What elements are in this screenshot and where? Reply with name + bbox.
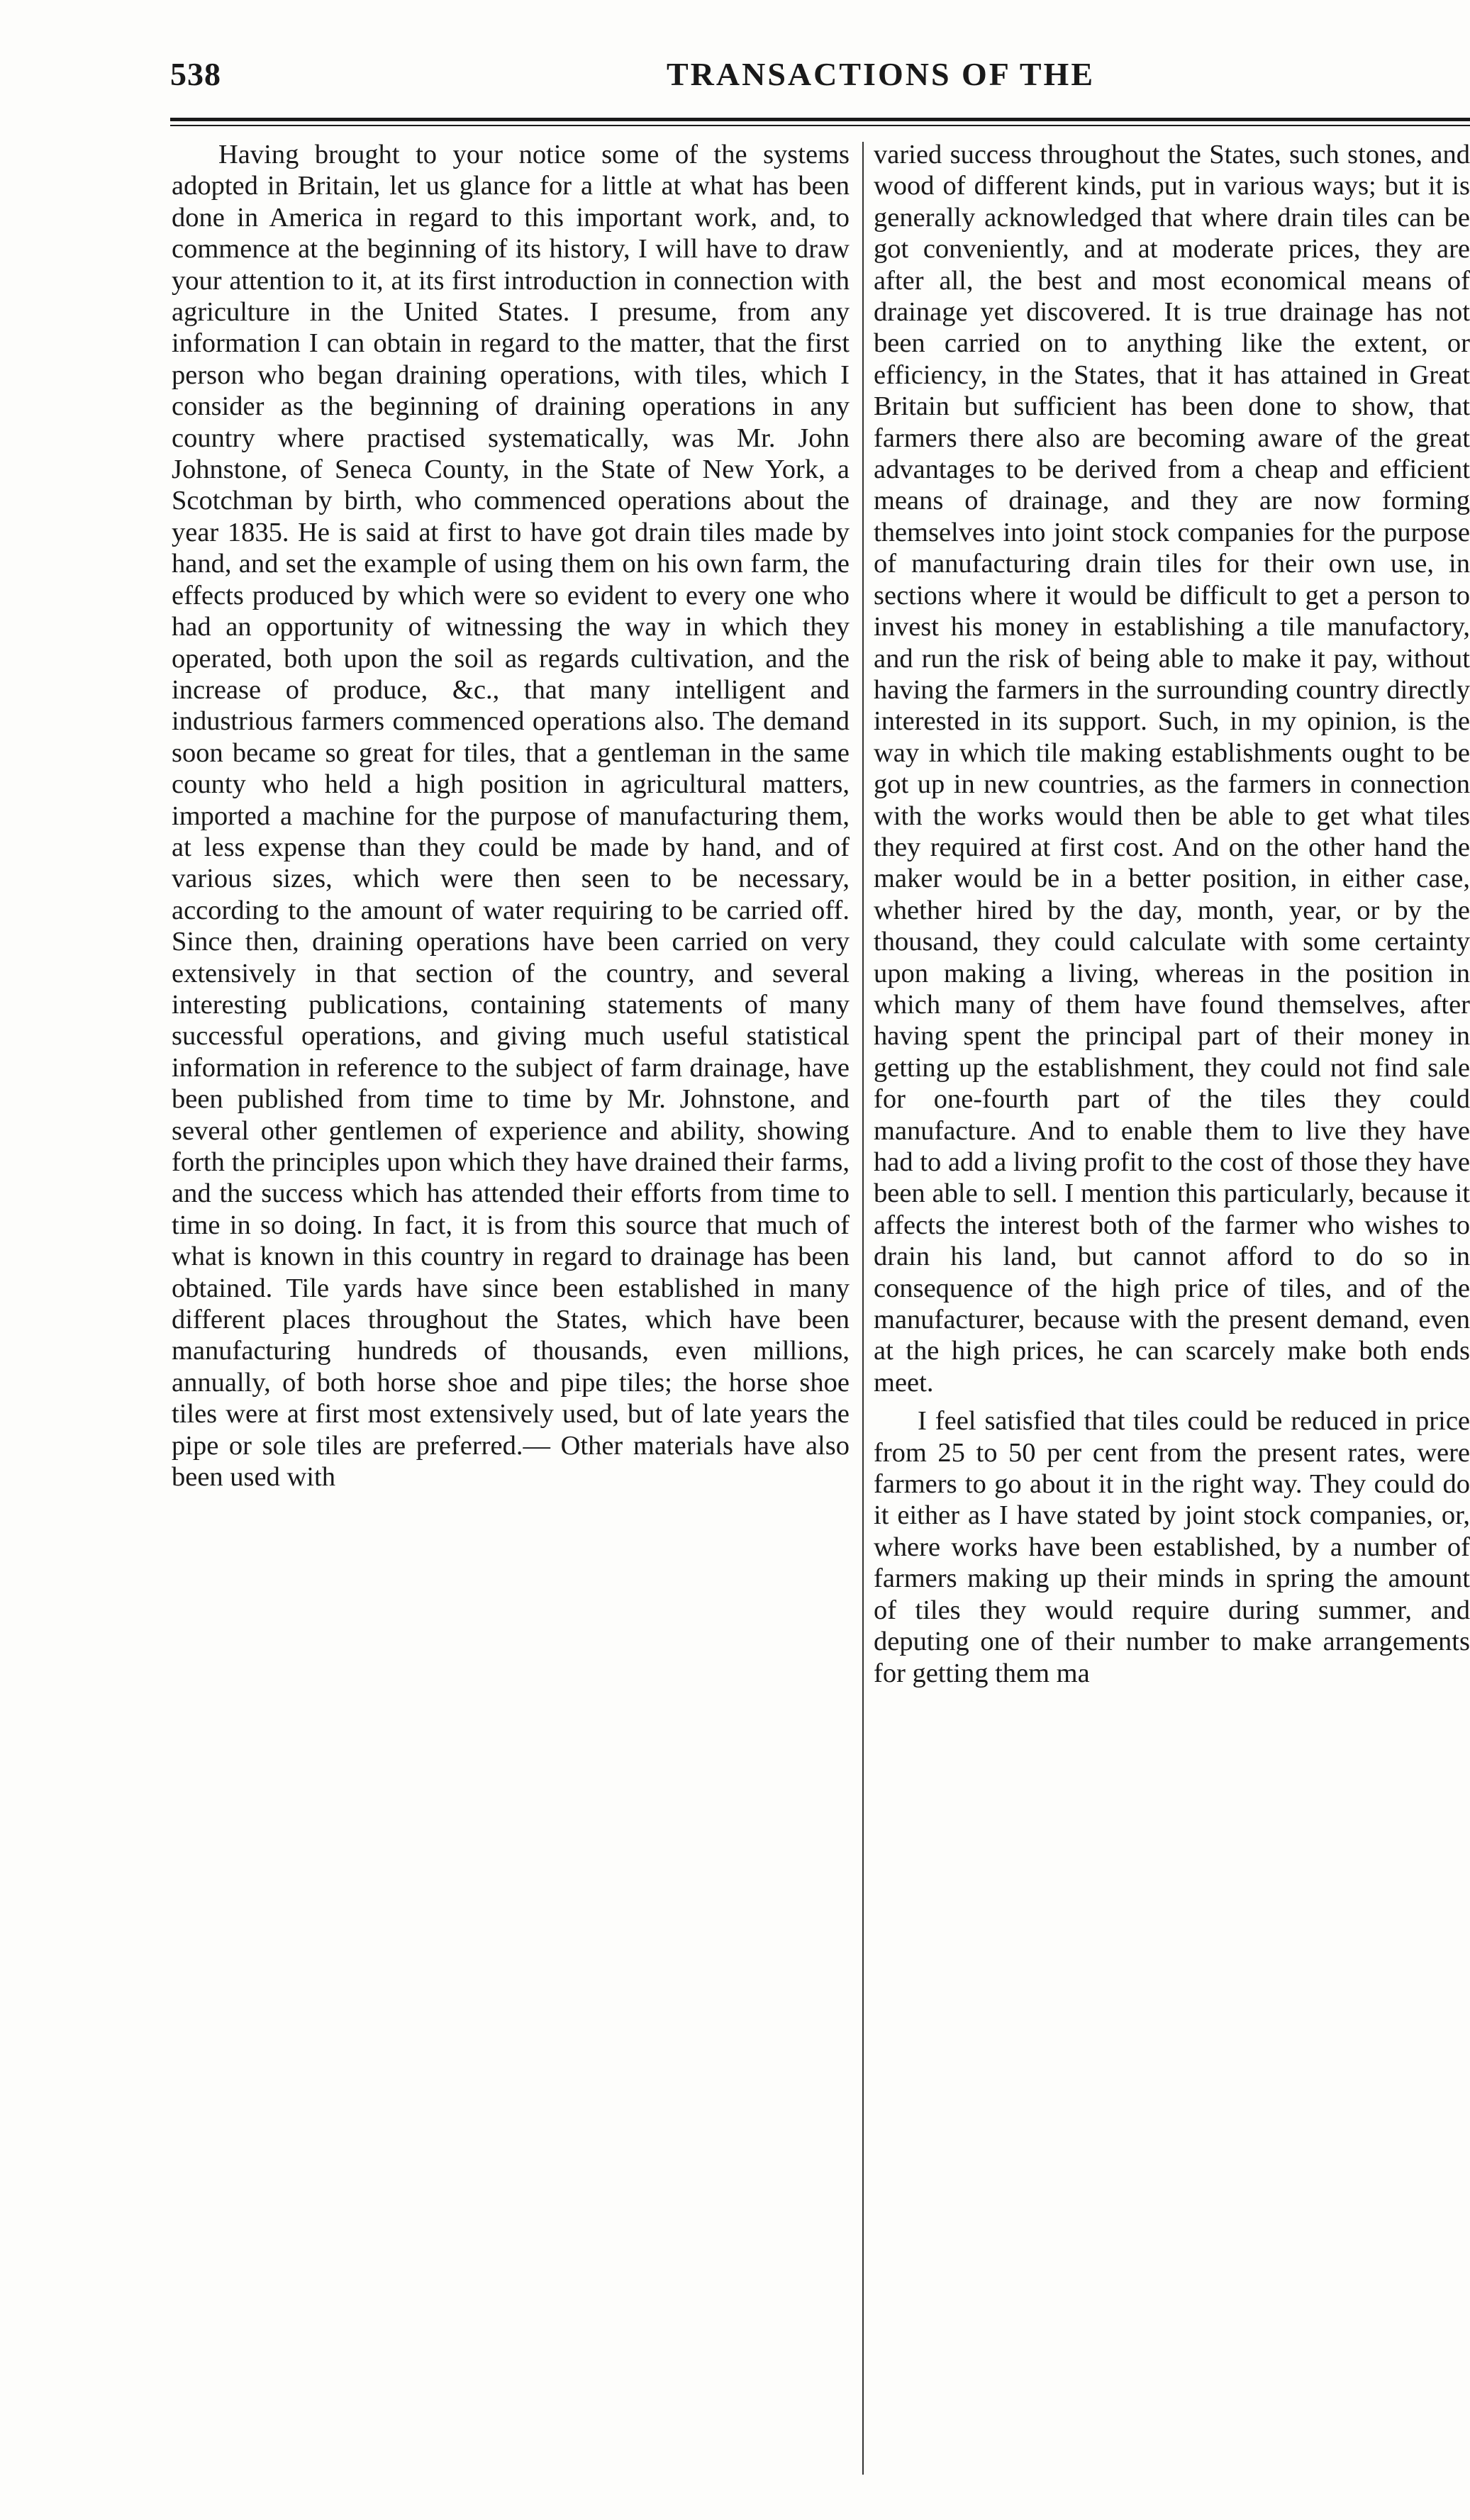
header-rule-thick: [170, 118, 1470, 121]
right-paragraph-continued: varied success throughout the States, such stones, and wood of different kinds, put in various ways; but it is generally acknowledged that where drain tiles can be got conveniently, and at moderate prices, they are after all, the best and most economical means of drainage yet discovered. It is true drainage has not been carried on to anything like the extent, or efficiency, in the States, that it has attained in Great Britain but sufficient has been done to show, that farmers there also are becoming aware of the great advantages to be derived from a cheap and efficient means of drainage, and they are now forming themselves into joint stock companies for the purpose of manufacturing drain tiles for their own use, in sections where it would be difficult to get a person to invest his money in establishing a tile manufactory, and run the risk of being able to make it pay, without having the farmers in the surrounding country directly interested in its support. Such, in my opinion, is the way in which tile making establishments ought to be got up in new countries, as the farmers in connection with the works would then be able to get what tiles they required at first cost. And on the other hand the maker would be in a better position, in either case, whether hired by the day, month, year, or by the thousand, they could calculate with some certainty upon making a living, whereas in the position in which many of them have found themselves, after having spent the principal part of their money in getting up the establishment, they could not find sale for one-fourth part of the tiles they could manufacture. And to enable them to live they have had to add a living profit to the cost of those they have been able to sell. I mention this particularly, because it affects the interest both of the farmer who wishes to drain his land, but cannot afford to do so in consequence of the high price of tiles, and of the manufacturer, because with the present demand, even at the high prices, he can scarcely make both ends meet.: [874, 140, 1470, 1398]
page-header: [170, 55, 1470, 105]
column-divider: [862, 142, 864, 2475]
left-paragraph: Having brought to your notice some of the systems adopted in Britain, let us glance for a little at what has been done in America in regard to this important work, and, to commence at the beginning of its history, I will have to draw your attention to it, at its first introduction in connection with agriculture in the United States. I presume, from any information I can obtain in regard to the matter, that the first person who began draining operations, with tiles, which I consider as the beginning of draining operations in any country where practised systematically, was Mr. John Johnstone, of Seneca County, in the State of New York, a Scotchman by birth, who commenced operations about the year 1835. He is said at first to have got drain tiles made by hand, and set the example of using them on his own farm, the effects produced by which were so evident to every one who had an opportunity of witnessing the way in which they operated, both upon the soil as regards cultivation, and the increase of produce, &c., that many intelligent and industrious farmers commenced operations also. The demand soon became so great for tiles, that a gentleman in the same county who held a high position in agricultural matters, imported a machine for the purpose of manufacturing them, at less expense than they could be made by hand, and of various sizes, which were then seen to be necessary, according to the amount of water requiring to be carried off. Since then, draining operations have been carried on very extensively in that section of the country, and several interesting publications, containing statements of many successful operations, and giving much useful statistical information in reference to the subject of farm drainage, have been published from time to time by Mr. Johnstone, and several other gentlemen of experience and ability, showing forth the principles upon which they have drained their farms, and the success which has attended their efforts from time to time in so doing. In fact, it is from this source that much of what is known in this country in regard to drainage has been obtained. Tile yards have since been established in many different places throughout the States, which have been manufacturing hundreds of thousands, even millions, annually, of both horse shoe and pipe tiles; the horse shoe tiles were at first most extensively used, but of late years the pipe or sole tiles are preferred.— Other materials have also been used with: [172, 140, 850, 1493]
running-head: TRANSACTIONS OF THE: [667, 56, 1096, 92]
page-number: 538: [170, 56, 221, 92]
right-column: [874, 139, 1470, 2479]
header-rule-thin: [170, 125, 1470, 126]
left-column: [172, 139, 850, 2479]
right-paragraph-new: I feel satisfied that tiles could be reduced in price from 25 to 50 per cent from the present rates, were farmers to go about it in the right way. They could do it either as I have stated by joint stock companies, or, where works have been established, by a number of farmers making up their minds in spring the amount of tiles they would require during summer, and deputing one of their number to make arrangements for getting them ma: [874, 1406, 1470, 1688]
